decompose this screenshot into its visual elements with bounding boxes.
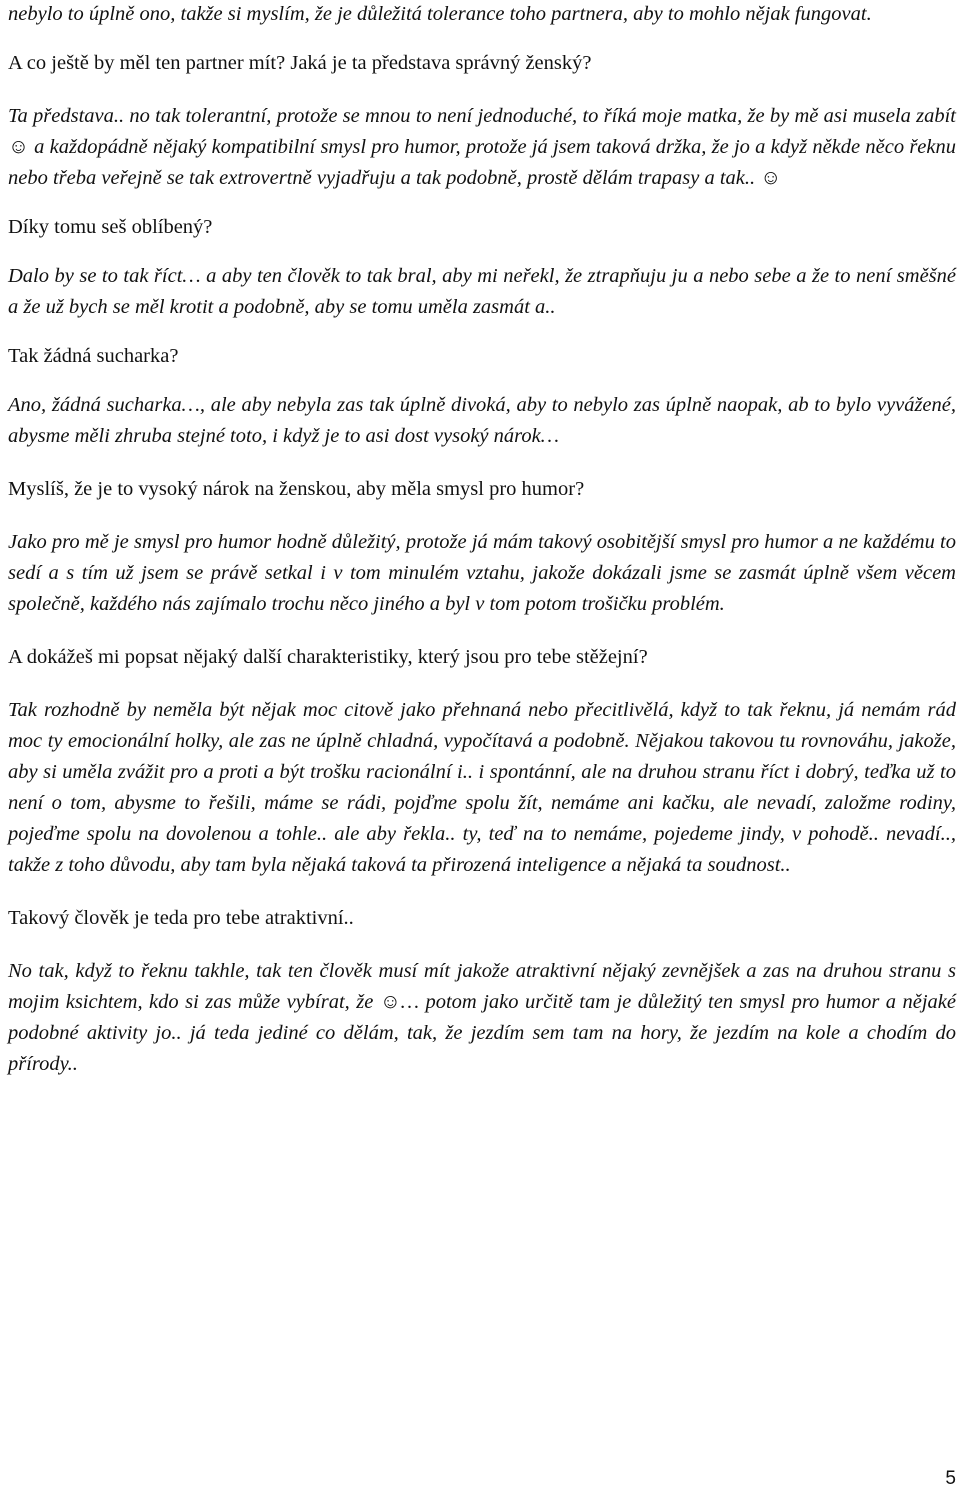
answer-paragraph: nebylo to úplně ono, takže si myslím, že je důležitá tolerance toho partnera, aby to mohlo nějak fungovat.	[8, 3, 872, 25]
page-number: 5	[945, 1468, 956, 1489]
question-paragraph: Díky tomu seš oblíbený?	[8, 216, 213, 238]
answer-paragraph: Tak rozhodně by neměla být nějak moc citově jako přehnaná nebo přecitlivělá, když to tak řeknu, já nemám rád moc ty emocionální holky, ale zas ne úplně chladná, vypočítavá a podobně. Nějakou takovou tu rovnováhu, jakože, aby si uměla zvážit pro a proti a být trošku racionální i.. i spontánní, ale na druhou stranu říct i dobrý, teďka už to není o tom, abysme to řešili, máme se rádi, pojďme spolu žít, nemáme ani kačku, ale nevadí, založme rodiny, pojeďme spolu na dovolenou a tohle.. ale aby řekla.. ty, teď na to nemáme, pojedeme jindy, v pohodě.. nevadí.., takže z toho důvodu, aby tam byla nějaká taková ta přirozená inteligence a nějaká ta soudnost..	[8, 699, 956, 876]
document-page	[8, 0, 956, 1080]
question-paragraph: A co ještě by měl ten partner mít? Jaká je ta představa správný ženský?	[8, 52, 592, 74]
question-paragraph: Takový člověk je teda pro tebe atraktivní..	[8, 907, 354, 929]
answer-paragraph: No tak, když to řeknu takhle, tak ten člověk musí mít jakože atraktivní nějaký zevnějšek a zas na druhou stranu s mojim ksichtem, kdo si zas může vybírat, že ☺… potom jako určitě tam je důležitý ten smysl pro humor a nějaké podobné aktivity jo.. já teda jediné co dělám, tak, že jezdím sem tam na hory, že jezdím na kole a chodím do přírody..	[8, 960, 956, 1075]
answer-paragraph: Ano, žádná sucharka…, ale aby nebyla zas tak úplně divoká, aby to nebylo zas úplně naopak, ab to bylo vyvážené, abysme měli zhruba stejné toto, i když je to asi dost vysoký nárok…	[8, 394, 956, 447]
answer-paragraph: Dalo by se to tak říct… a aby ten člověk to tak bral, aby mi neřekl, že ztrapňuju ju a nebo sebe a že to není směšné a že už bych se měl krotit a podobně, aby se tomu uměla zasmát a..	[8, 265, 956, 318]
answer-paragraph: Ta představa.. no tak tolerantní, protože se mnou to není jednoduché, to říká moje matka, že by mě asi musela zabít ☺ a každopádně nějaký kompatibilní smysl pro humor, protože já jsem taková držka, že jo a když někde něco řeknu nebo třeba veřejně se tak extrovertně vyjadřuju a tak podobně, prostě dělám trapasy a tak.. ☺	[8, 105, 956, 189]
answer-paragraph: Jako pro mě je smysl pro humor hodně důležitý, protože já mám takový osobitější smysl pro humor a ne každému to sedí a s tím už jsem se právě setkal i v tom minulém vztahu, jakože dokázali jsme se zasmát úplně všem věcem společně, každého nás zajímalo trochu něco jiného a byl v tom potom trošičku problém.	[8, 531, 956, 615]
question-paragraph: Tak žádná sucharka?	[8, 345, 179, 367]
question-paragraph: A dokážeš mi popsat nějaký další charakteristiky, který jsou pro tebe stěžejní?	[8, 646, 648, 668]
question-paragraph: Myslíš, že je to vysoký nárok na ženskou, aby měla smysl pro humor?	[8, 478, 585, 500]
